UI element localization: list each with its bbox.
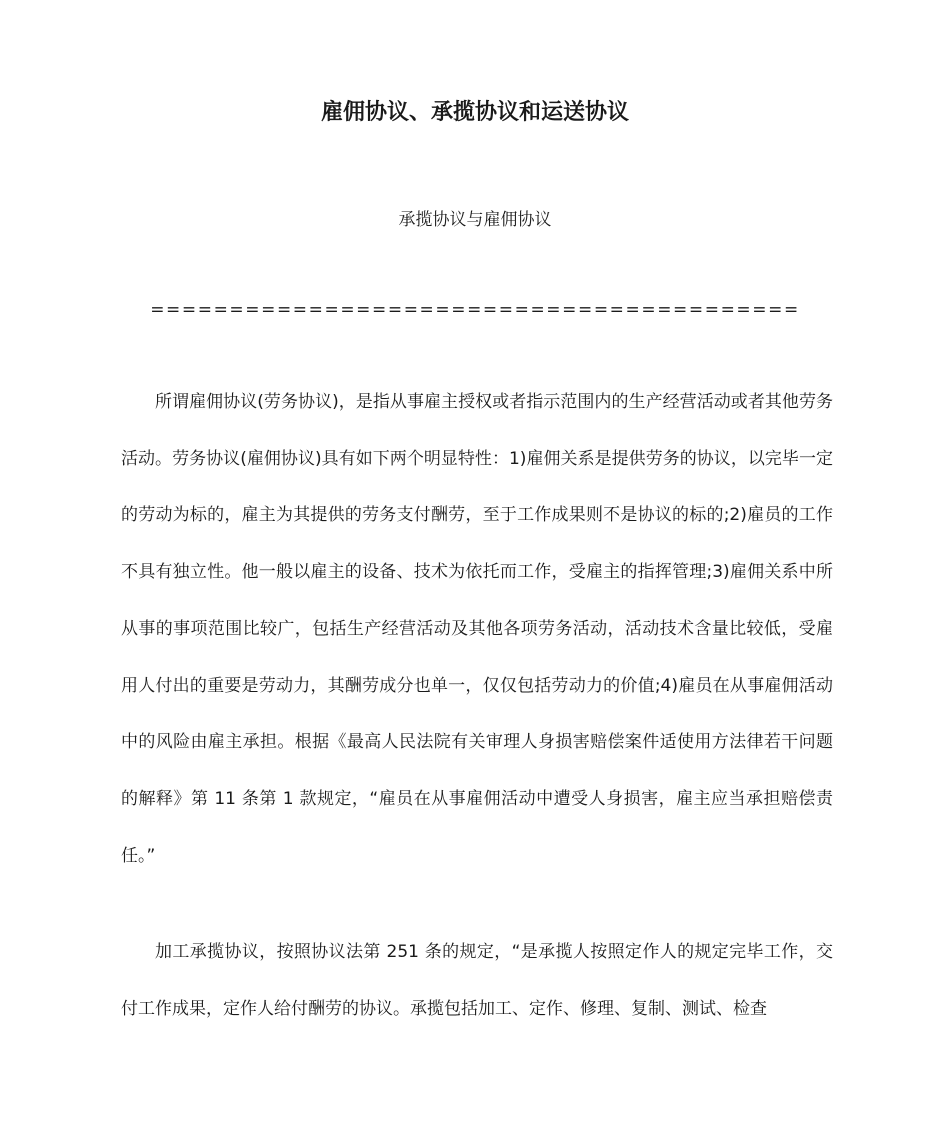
document-title: 雇佣协议、承揽协议和运送协议: [320, 100, 629, 125]
body-paragraph: 加工承揽协议，按照协议法第 251 条的规定，“是承揽人按照定作人的规定完毕工作，交付工作成果，定作人给付酬劳的协议。承揽包括加工、定作、修理、复制、测试、检查: [121, 942, 833, 1019]
section-divider: =========================================: [150, 300, 800, 320]
body-paragraph: 所谓雇佣协议(劳务协议)，是指从事雇主授权或者指示范围内的生产经营活动或者其他劳务活动。劳务协议(雇佣协议)具有如下两个明显特性：1)雇佣关系是提供劳务的协议，以完毕一定的劳动为标的，雇主为其提供的劳务支付酬劳，至于工作成果则不是协议的标的;2)雇员的工作不具有独立性。他一般以雇主的设备、技术为依托而工作，受雇主的指挥管理;3)雇佣关系中所从事的事项范围比较广，包括生产经营活动及其他各项劳务活动，活动技术含量比较低，受雇用人付出的重要是劳动力，其酬劳成分也单一，仅仅包括劳动力的价值;4)雇员在从事雇佣活动中的风险由雇主承担。根据《最高人民法院有关审理人身损害赔偿案件适使用方法律若干问题的解释》第 11 条第 1 款规定，“雇员在从事雇佣活动中遭受人身损害，雇主应当承担赔偿责任。”: [121, 392, 833, 866]
document-subtitle: 承揽协议与雇佣协议: [398, 210, 552, 230]
